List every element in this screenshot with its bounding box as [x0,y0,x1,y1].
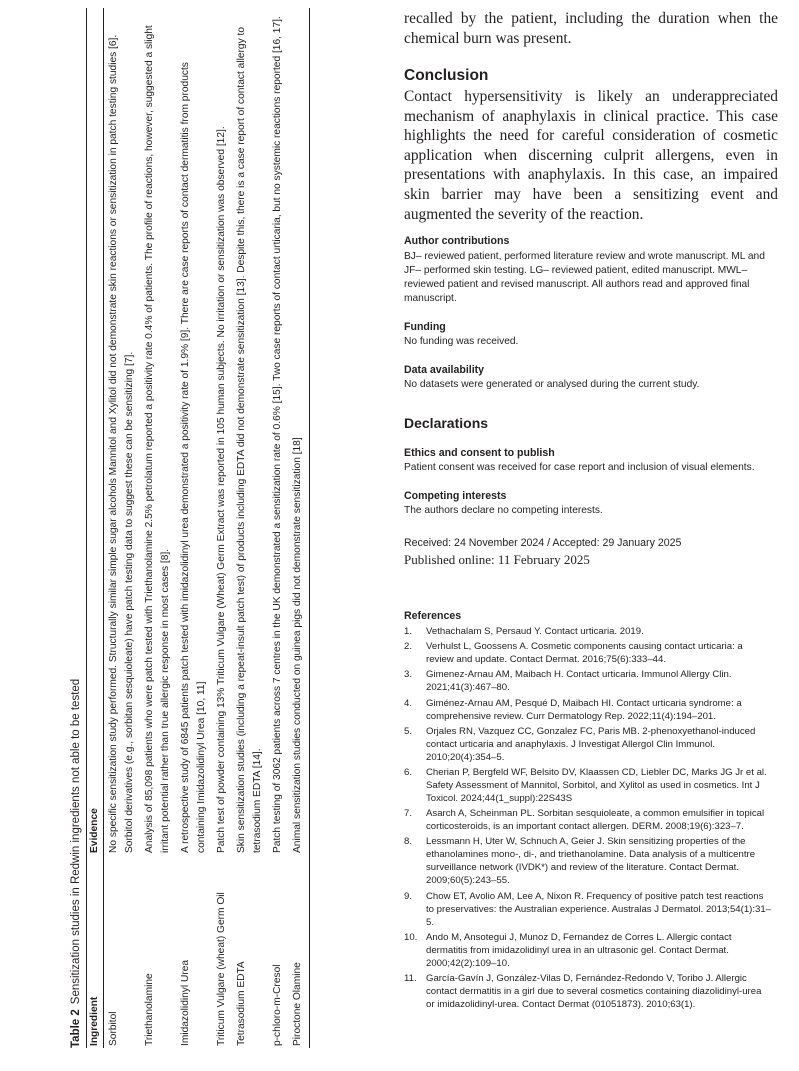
table-row [104,8,140,1048]
table-header-row [87,8,104,1048]
reference-text: Gimenez-Arnau AM, Maibach H. Contact urticaria. Immunol Allergy Clin. 2021;41(3):467–80. [426,669,732,694]
reference-number: 8. [404,836,413,848]
ethics-body: Patient consent was received for case report and inclusion of visual elements. [404,462,755,473]
evidence-cell: No specific sensitization study performed. Structurally similar simple sugar alcohols Mannitol and Xylitol did not demonstrate skin reactions or sensitization in patch testing studies [6]. Sorbitol derivatives (e.g., sorbitan sesquioleate) have patch testing data to suggest these can be sensitizing [7]. [108,34,135,853]
reference-item [404,725,772,764]
evidence-cell: Patch test of powder containing 13% Triticum Vulgare (Wheat) Germ Extract was reported in 105 human subjects. No irritation or sensitization was observed [12]. [216,126,227,853]
table-body [104,8,308,1048]
competing-interests-body: The authors declare no competing interests. [404,505,603,516]
reference-text: Chow ET, Avolio AM, Lee A, Nixon R. Frequency of positive patch test reactions to preservatives: the Australian experience. Australas J Dermatol. 2013;54(1):31–5. [426,890,772,928]
reference-item [404,668,772,694]
reference-text: Asarch A, Scheinman PL. Sorbitan sesquioleate, a common emulsifier in topical corticosteroids, is an important contact allergen. DERM. 2008;19(6):323–7. [426,808,765,833]
header-evidence: Evidence [89,808,100,853]
reference-number: 3. [404,669,413,681]
reference-text: Orjales RN, Vazquez CC, Gonzalez FC, Paris MB. 2-phenoxyethanol-induced contact urticaria and anaphylaxis. J Investigat Allergol Clin Immunol. 2010;20(4):354–5. [426,725,756,763]
table-2 [64,8,328,1048]
reference-text: García-Gavín J, González-Vilas D, Fernández-Redondo V, Toribo J. Allergic contact dermatitis in a girl due to several cosmetics containing diazolidinyl-urea or imidazolidinyl-urea. Contact Dermat (01051873). 2010;63(1). [426,972,762,1010]
received-accepted-dates: Received: 24 November 2024 / Accepted: 29 January 2025 [404,537,682,549]
reference-item [404,697,772,723]
reference-number: 6. [404,766,413,778]
data-availability-body: No datasets were generated or analysed during the current study. [404,379,700,390]
ingredient-cell: Imidazolidinyl Urea [180,959,191,1046]
conclusion-heading: Conclusion [404,67,489,84]
ethics-heading: Ethics and consent to publish [404,447,555,459]
reference-item [404,835,772,887]
reference-text: Giménez-Arnau AM, Pesqué D, Maibach HI. Contact urticaria syndrome: a comprehensive review. Curr Dermatology Rep. 2022;11(4):194–201. [426,697,742,722]
reference-number: 5. [404,725,413,737]
ingredient-cell: Triethanolamine [144,973,155,1046]
reference-item [404,766,772,805]
reference-text: Cherian P, Bergfeld WF, Belsito DV, Klaassen CD, Liebler DC, Marks JG Jr et al. Safety Assessment of Mannitol, Sorbitol, and Xylitol as used in cosmetics. Int J Toxicol. 2024;44(1_suppl):22S43S [426,766,767,804]
reference-number: 1. [404,626,413,637]
reference-list [404,625,772,1011]
references-heading: References [404,610,462,622]
evidence-cell: Patch testing of 3062 patients across 7 centres in the UK demonstrated a sensitization rate of 0.6% [15]. Two case reports of contact urticaria, but no systemic reactions reported [16, 17]. [272,16,283,853]
reference-number: 10. [404,931,418,943]
reference-number: 9. [404,890,413,902]
table-row [232,8,268,1048]
author-contributions-heading: Author contributions [404,235,510,247]
reference-item [404,890,772,929]
table-row [176,8,212,1048]
evidence-cell: Analysis of 85,098 patients who were patch tested with Triethanolamine 2.5% petrolatum reported a positivity rate 0.4% of patients. The profile of reactions, however, suggested a slight irritant potential rather than true allergic response in most cases [8]. [144,25,171,853]
table-caption [64,8,86,1048]
funding-body: No funding was received. [404,336,519,347]
table-row [288,8,308,1048]
reference-text: Ando M, Ansotegui J, Munoz D, Fernandez de Corres L. Allergic contact dermatitis from imidazolidinyl urea in an ultrasonic gel. Contact Dermat. 2000;42(2):109–10. [426,931,732,969]
table-caption-text: Sensitization studies in Redwin ingredients not able to be tested [70,678,82,1005]
table-row [268,8,288,1048]
references [404,625,772,1013]
table-row [212,8,232,1048]
reference-number: 7. [404,808,413,820]
reference-item [404,972,772,1011]
reference-item [404,807,772,833]
reference-text: Vethachalam S, Persaud Y. Contact urticaria. 2019. [426,626,644,637]
evidence-cell: A retrospective study of 6845 patients patch tested with imidazolidinyl urea demonstrated a positivity rate of 1.9% [9]. There are case reports of contact dermatitis from products containing Imidazolidinyl Urea [10, 11] [180,62,207,853]
author-contributions-body: BJ– reviewed patient, performed literature review and wrote manuscript. ML and JF– performed skin testing. LG– reviewed patient, edited manuscript. MWL– reviewed patient and revised manuscript. All authors read and approved final manuscript. [404,251,765,304]
reference-item [404,931,772,970]
reference-item [404,625,772,638]
header-ingredient: Ingredient [89,996,100,1046]
ingredient-cell: Tetrasodium EDTA [236,961,247,1046]
ingredient-cell: p-chloro-m-Cresol [272,964,283,1046]
reference-item [404,640,772,666]
reference-number: 11. [404,972,417,984]
data-availability-heading: Data availability [404,364,485,376]
reference-text: Lessmann H, Uter W, Schnuch A, Geier J. Skin sensitizing properties of the ethanolamines mono-, di-, and triethanolamine. Data analysis of a multicentre surveillance network (IVDK*) and review of the literature. Contact Dermat. 2009;60(5):243–55. [426,836,756,887]
conclusion-paragraph: Contact hypersensitivity is likely an underappreciated mechanism of anaphylaxis in clinical practice. This case highlights the need for careful consideration of cosmetic application when discerning culprit allergens, even in presentations with anaphylaxis. In this case, an impaired skin barrier may have been a sensitizing event and augmented the severity of the reaction. [404,88,778,223]
evidence-cell: Animal sensitization studies conducted on guinea pigs did not demonstrate sensitization [18] [292,437,303,853]
reference-text: Verhulst L, Goossens A. Cosmetic components causing contact urticaria: a review and update. Contact Dermat. 2016;75(6):333–44. [426,641,743,666]
declarations-heading: Declarations [404,415,489,431]
published-date: Published online: 11 February 2025 [404,552,590,567]
table-bottom-rule [309,8,310,1048]
competing-interests-heading: Competing interests [404,490,507,502]
table-label: Table 2 [70,1009,82,1048]
reference-number: 2. [404,641,413,653]
table-row [140,8,176,1048]
ingredient-cell: Triticum Vulgare (wheat) Germ Oil [216,892,227,1046]
ingredient-cell: Piroctone Olamine [292,962,303,1046]
evidence-cell: Skin sensitization studies (including a repeat-insult patch test) of products including EDTA did not demonstrate sensitization [13]. Despite this, there is a case report of contact allergy to tetrasodium EDTA [14]. [236,27,263,853]
ingredient-cell: Sorbitol [108,1011,119,1046]
intro-paragraph: recalled by the patient, including the duration when the chemical burn was present. [404,10,778,47]
reference-number: 4. [404,697,413,709]
funding-heading: Funding [404,321,446,333]
